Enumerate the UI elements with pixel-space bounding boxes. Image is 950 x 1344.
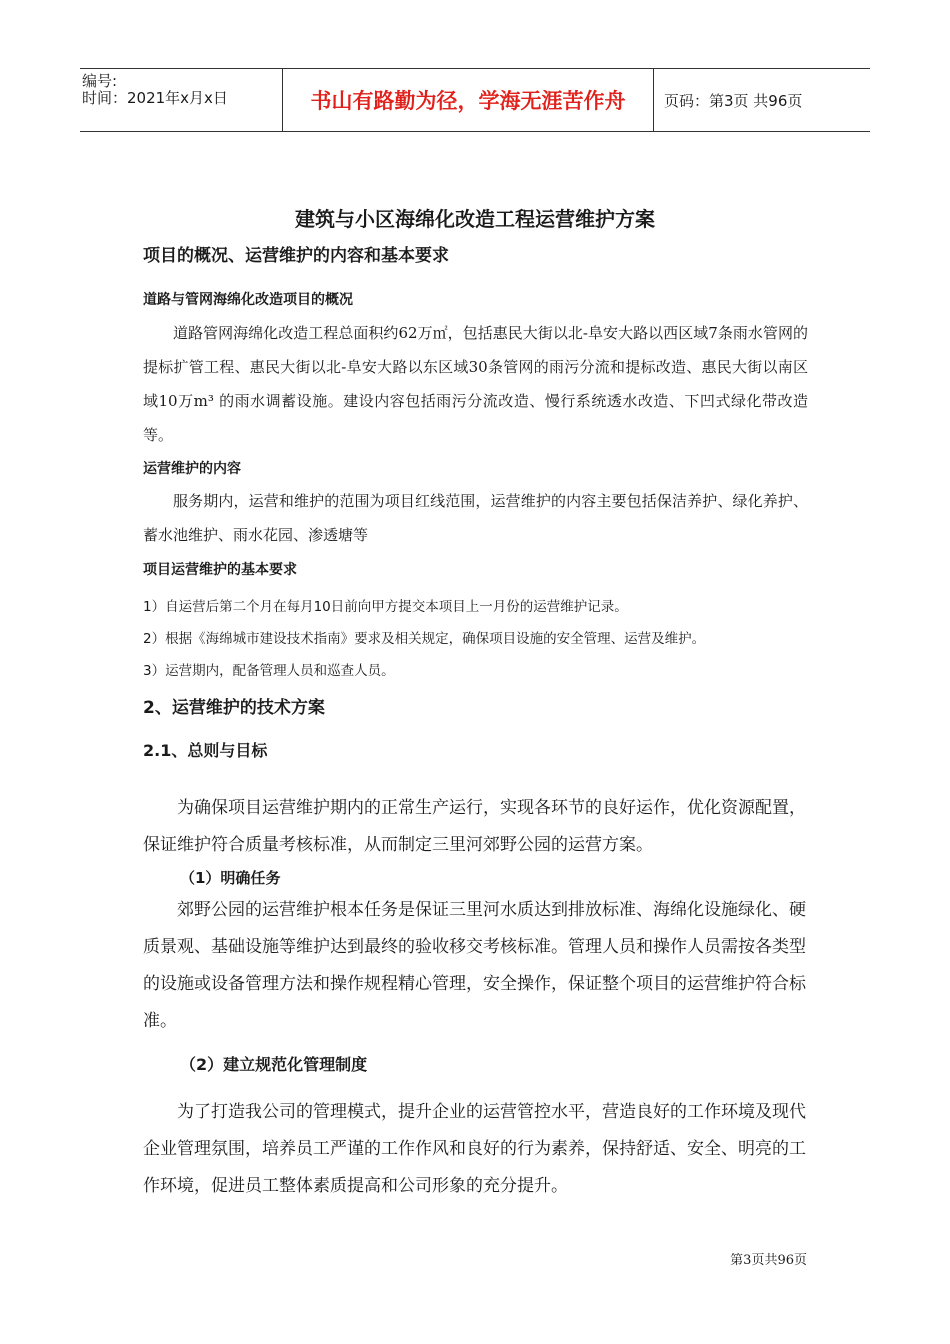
requirement-item-3: 3）运营期内，配备管理人员和巡查人员。: [143, 663, 395, 679]
document-title: 建筑与小区海绵化改造工程运营维护方案: [295, 207, 655, 231]
header-meta: [80, 69, 283, 131]
subheading-basic-requirements: 项目运营维护的基本要求: [143, 562, 297, 578]
page-footer: 第3页共96页: [730, 1253, 807, 1268]
item-heading-management-system: （2）建立规范化管理制度: [180, 1055, 368, 1074]
paragraph-maintenance-content: 服务期内，运营和维护的范围为项目红线范围，运营维护的内容主要包括保洁养护、绿化养护、蓄水池维护、雨水花园、渗透塘等: [143, 492, 808, 544]
header-page-info: 页码：第3页 共96页: [664, 91, 803, 110]
header-motto: 书山有路勤为径，学海无涯苦作舟: [283, 69, 654, 131]
paragraph-goals: 为确保项目运营维护期内的正常生产运行，实现各环节的良好运作，优化资源配置，保证维护符合质量考核标准，从而制定三里河郊野公园的运营方案。: [143, 798, 806, 855]
requirement-item-2: 2）根据《海绵城市建设技术指南》要求及相关规定，确保项目设施的安全管理、运营及维护。: [143, 631, 706, 647]
paragraph-project-overview: 道路管网海绵化改造工程总面积约62万㎡，包括惠民大街以北-阜安大路以西区域7条雨水管网的提标扩管工程、惠民大街以北-阜安大路以东区域30条管网的雨污分流和提标改造、惠民大街以南区域10万m³ 的雨水调蓄设施。建设内容包括雨污分流改造、慢行系统透水改造、下凹式绿化带改造等。: [143, 324, 808, 444]
page-header: [80, 68, 870, 132]
item-heading-clear-tasks: （1）明确任务: [180, 869, 281, 887]
section-heading-overview: 项目的概况、运营维护的内容和基本要求: [143, 246, 449, 266]
section-heading-general-goals: 2.1、总则与目标: [143, 741, 268, 760]
number-label: 编号:: [82, 72, 118, 90]
subheading-maintenance-content: 运营维护的内容: [143, 461, 241, 477]
requirement-item-1: 1）自运营后第二个月在每月10日前向甲方提交本项目上一月份的运营维护记录。: [143, 599, 628, 615]
section-heading-technical-plan: 2、运营维护的技术方案: [143, 698, 325, 718]
paragraph-management-system: 为了打造我公司的管理模式，提升企业的运营管控水平，营造良好的工作环境及现代企业管理氛围，培养员工严谨的工作作风和良好的行为素养，保持舒适、安全、明亮的工作环境，促进员工整体素质提高和公司形象的充分提升。: [143, 1102, 806, 1196]
subheading-project-overview: 道路与管网海绵化改造项目的概况: [143, 292, 353, 308]
time-label: 时间：2021年x月x日: [82, 89, 228, 107]
paragraph-clear-tasks: 郊野公园的运营维护根本任务是保证三里河水质达到排放标准、海绵化设施绿化、硬质景观、基础设施等维护达到最终的验收移交考核标准。管理人员和操作人员需按各类型的设施或设备管理方法和操作规程精心管理，安全操作，保证整个项目的运营维护符合标准。: [143, 900, 806, 1031]
